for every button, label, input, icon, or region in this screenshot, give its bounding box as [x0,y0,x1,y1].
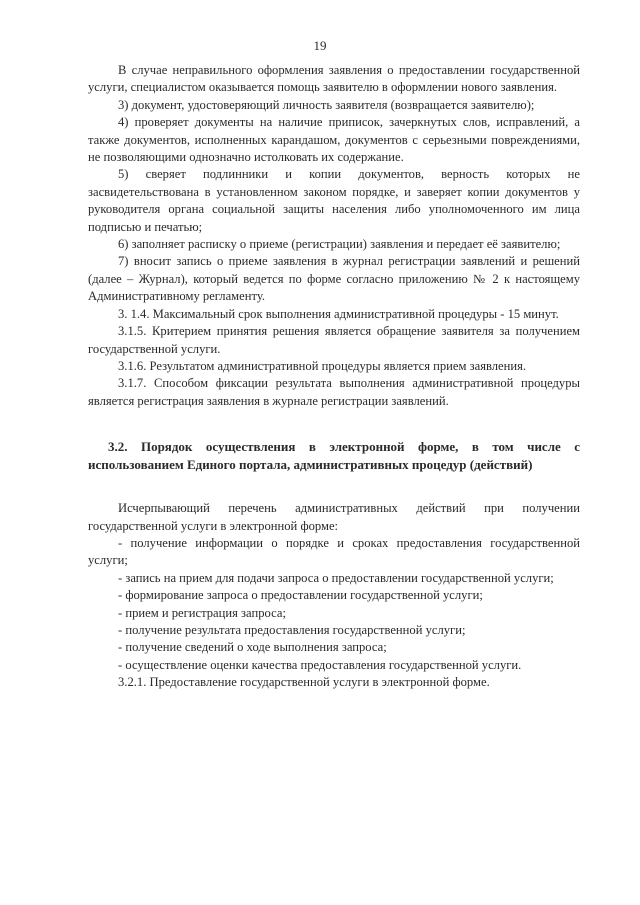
paragraph: В случае неправильного оформления заявления о предоставлении государственной услуги, специалистом оказывается помощь заявителю в оформлении нового заявления. [88,63,580,95]
paragraph: 3.1.6. Результатом административной процедуры является прием заявления. [118,358,527,373]
page-number: 19 [313,38,327,53]
paragraph: 5) сверяет подлинники и копии документов, верность которых не засвидетельствована в установленном законом порядке, и заверяет копии документов у руководителя органа социальной защиты населения либо уполномоченного им лица подписью и печатью; [88,167,580,234]
paragraph: 3.1.7. Способом фиксации результата выполнения административной процедуры является регистрация заявления в журнале регистрации заявлений. [88,376,580,408]
section-heading: 3.2. Порядок осуществления в электронной форме, в том числе с использованием Единого портала, административных процедур (действий) [88,439,580,473]
paragraph: 3. 1.4. Максимальный срок выполнения административной процедуры - 15 минут. [118,306,559,321]
paragraph: 4) проверяет документы на наличие приписок, зачеркнутых слов, исправлений, а также документов, исполненных карандашом, документов с серьезными повреждениями, не позволяющими однозначно истолковать их содержание. [88,115,580,165]
list-item: - получение результата предоставления государственной услуги; [118,622,466,637]
paragraph: 7) вносит запись о приеме заявления в журнал регистрации заявлений и решений (далее – Журнал), который ведется по форме согласно приложению № 2 к настоящему Административному регламенту. [88,254,580,304]
list-item: - прием и регистрация запроса; [118,605,286,620]
list-item: - осуществление оценки качества предоставления государственной услуги. [118,657,522,672]
document-body [88,62,580,692]
list-item: - получение сведений о ходе выполнения запроса; [118,640,387,655]
paragraph: 3.1.5. Критерием принятия решения является обращение заявителя за получением государственной услуги. [88,324,580,356]
list-item: - запись на прием для подачи запроса о предоставлении государственной услуги; [118,570,554,585]
paragraph: 3) документ, удостоверяющий личность заявителя (возвращается заявителю); [118,97,535,112]
paragraph: 6) заполняет расписку о приеме (регистрации) заявления и передает её заявителю; [118,237,561,252]
list-item: - получение информации о порядке и сроках предоставления государственной услуги; [88,535,580,568]
list-item: - формирование запроса о предоставлении государственной услуги; [118,588,483,603]
paragraph: Исчерпывающий перечень административных действий при получении государственной услуги в электронной форме: [88,501,580,533]
paragraph: 3.2.1. Предоставление государственной услуги в электронной форме. [118,675,490,690]
